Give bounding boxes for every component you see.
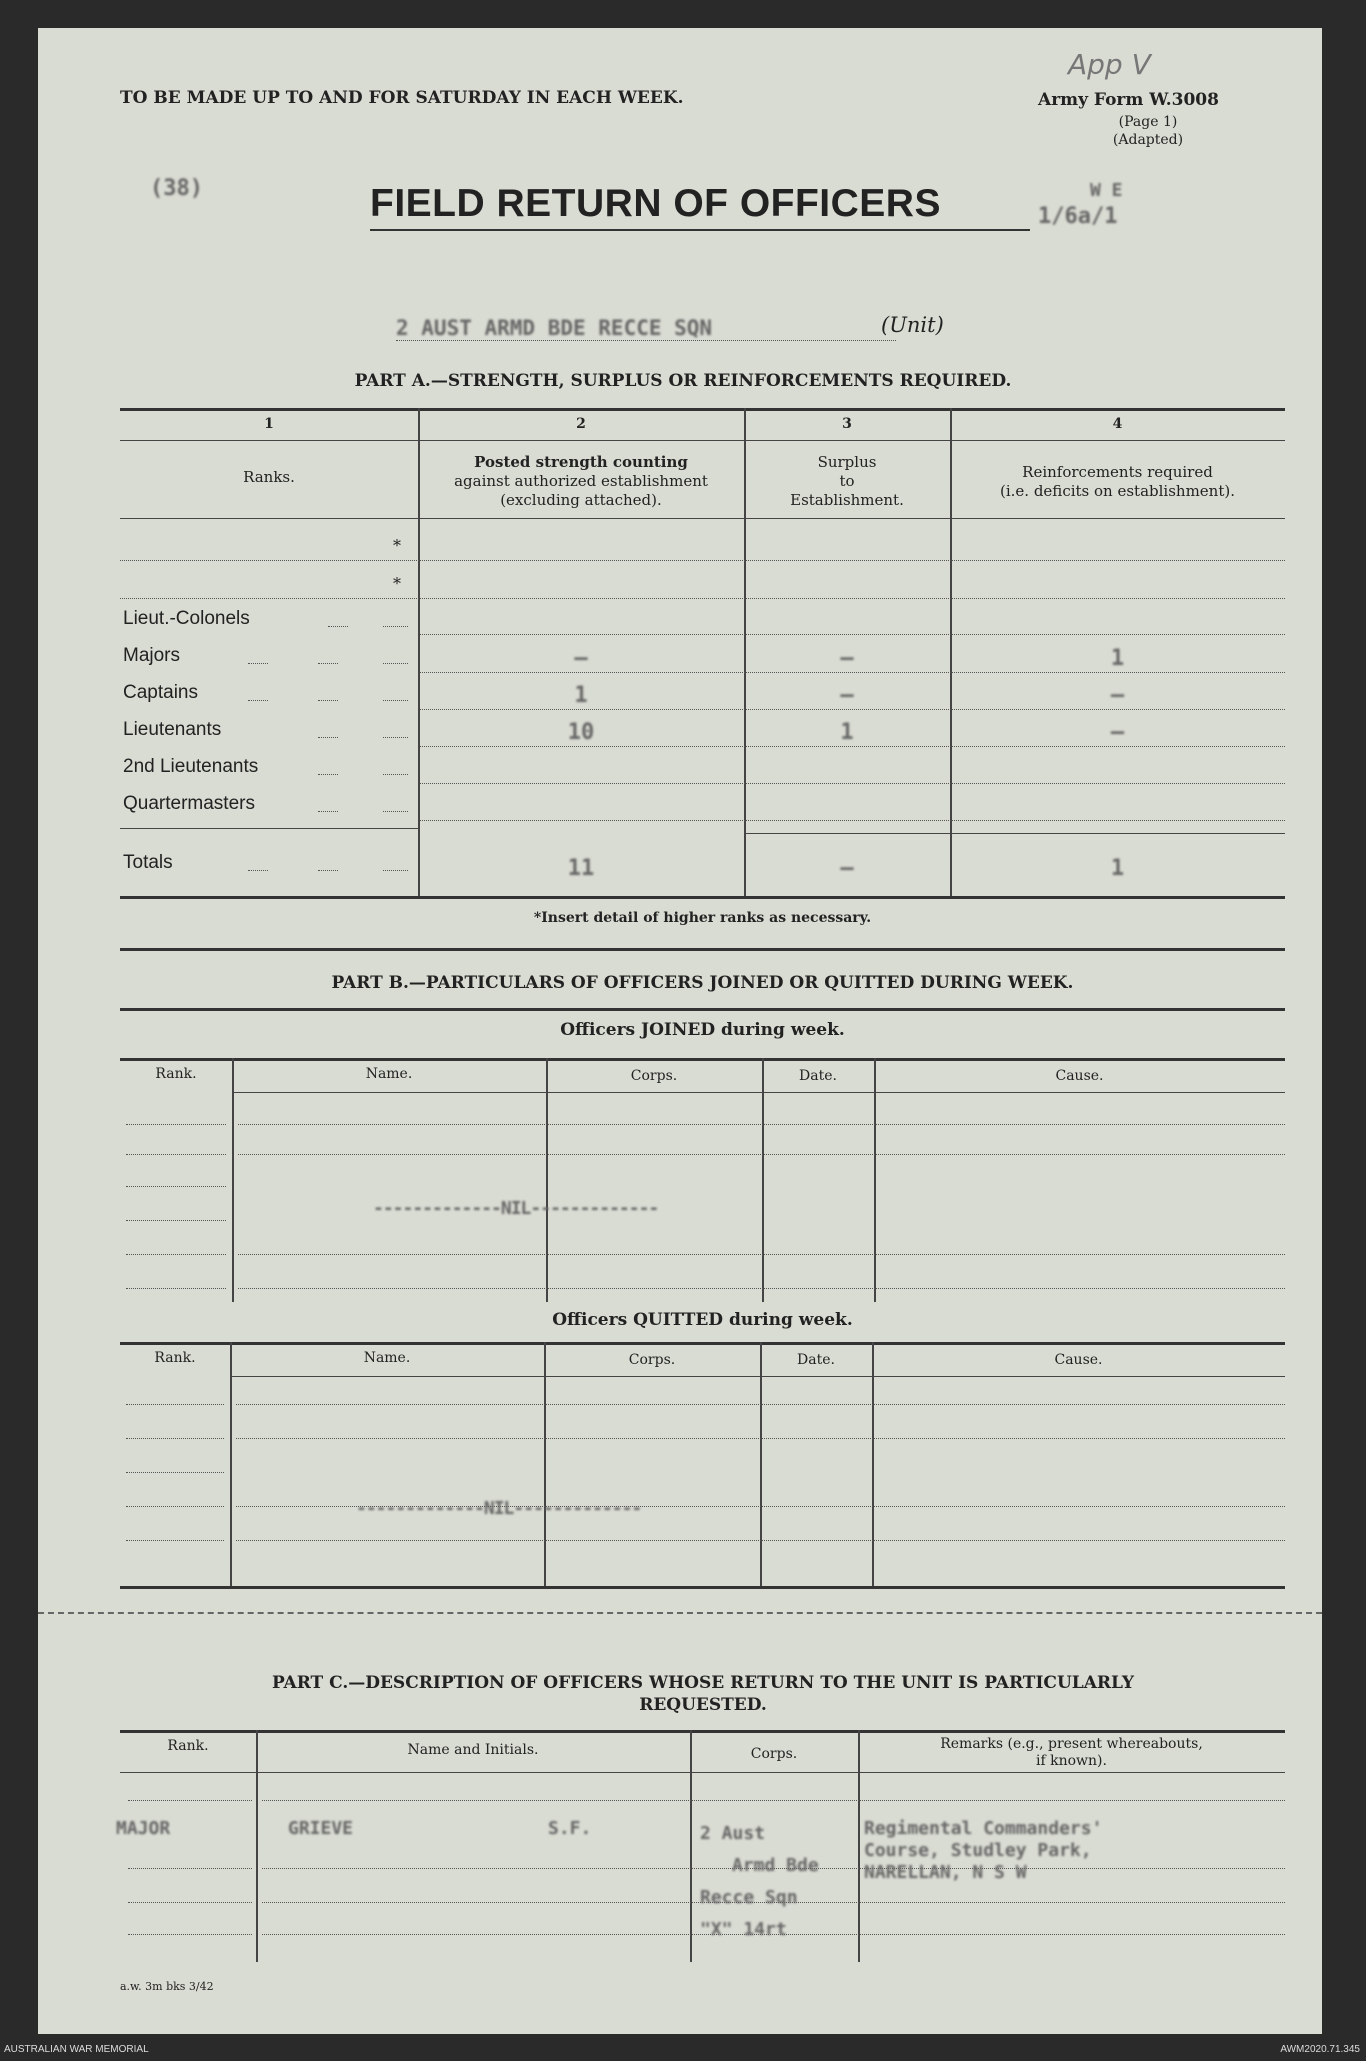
quitted-bottom-rule [120, 1586, 1285, 1589]
joined-col-divider-4 [874, 1058, 876, 1302]
form-paper [38, 28, 1322, 2034]
quitted-col-rank: Rank. [154, 1350, 196, 1366]
col-surplus-header [744, 453, 950, 510]
part-a-header-rule [120, 518, 1285, 519]
unit-name: 2 AUST ARMD BDE RECCE SQN [396, 316, 713, 340]
unit-dotted-line [396, 340, 896, 341]
rank-name: Captains [123, 682, 198, 703]
quitted-title: Officers QUITTED during week. [552, 1310, 853, 1330]
joined-nil-entry: -------------NIL------------- [373, 1198, 659, 1219]
part-b-heading-rule [120, 1008, 1285, 1011]
reinforcements-value: – [1110, 683, 1125, 708]
part-c-top-rule [120, 1730, 1285, 1733]
we-reference-2: 1/6a/1 [1038, 204, 1118, 229]
totals-reinforcements: 1 [1110, 856, 1125, 881]
leader-dots [383, 737, 408, 738]
col-surplus-line-1: Surplus [817, 453, 877, 471]
posted-value: 10 [567, 720, 595, 745]
row-rule [420, 783, 1285, 784]
rank-name: 2nd Lieutenants [123, 756, 259, 777]
col-ranks-header: Ranks. [243, 468, 295, 486]
leader-dots [318, 663, 338, 664]
joined-title: Officers JOINED during week. [560, 1020, 845, 1040]
quitted-header-rule [232, 1376, 1285, 1377]
quitted-col-divider-1 [230, 1342, 232, 1586]
page-number: (Page 1) [1118, 114, 1178, 130]
joined-col-name: Name. [365, 1066, 413, 1082]
print-code: a.w. 3m bks 3/42 [120, 1980, 214, 1993]
quitted-nil-entry: -------------NIL------------- [356, 1498, 642, 1519]
leader-dots [383, 774, 408, 775]
leader-dots [383, 870, 408, 871]
part-c-rank-dots [128, 1800, 252, 1801]
instruction-text: TO BE MADE UP TO AND FOR SATURDAY IN EACH WEEK. [120, 88, 684, 108]
joined-header-rule [234, 1092, 1285, 1093]
joined-col-cause: Cause. [1055, 1068, 1104, 1084]
leader-dots [383, 811, 408, 812]
joined-col-corps: Corps. [630, 1068, 678, 1084]
part-c-col-name: Name and Initials. [407, 1742, 539, 1758]
entry-remarks-line-3: NARELLAN, N S W [864, 1862, 1027, 1883]
quitted-col-corps: Corps. [628, 1352, 676, 1368]
col-reinforcements-header [950, 463, 1285, 501]
leader-dots [318, 737, 338, 738]
row-rule [420, 634, 1285, 635]
entry-corps-line-2: Armd Bde [732, 1855, 819, 1876]
col-reinf-line-1: Reinforcements required [1022, 463, 1213, 481]
leader-dots [383, 663, 408, 664]
part-c-col-remarks [858, 1736, 1285, 1770]
cut-line [38, 1612, 1322, 1614]
rank-name: Quartermasters [123, 793, 255, 814]
leader-dots [318, 811, 338, 812]
totals-surplus: – [840, 856, 854, 881]
part-c-header-rule [120, 1772, 1285, 1773]
totals-top-rule [744, 833, 1285, 834]
joined-top-rule [120, 1058, 1285, 1061]
joined-rank-dots [126, 1186, 226, 1187]
joined-rank-dots [126, 1288, 226, 1289]
col-number-1: 1 [264, 416, 274, 432]
entry-corps-line-4: "X" 14rt [700, 1919, 787, 1940]
part-c-heading-line-1: PART C.—DESCRIPTION OF OFFICERS WHOSE RETURN TO THE UNIT IS PARTICULARLY [271, 1673, 1135, 1693]
part-c-remarks-line-1: Remarks (e.g., present whereabouts, [940, 1736, 1203, 1752]
leader-dots [318, 870, 338, 871]
leader-dots [318, 774, 338, 775]
part-c-col-corps: Corps. [750, 1746, 798, 1762]
entry-rank: MAJOR [116, 1818, 171, 1839]
part-c-heading [148, 1672, 1258, 1716]
surplus-value: – [840, 683, 854, 708]
number-stamp: (38) [150, 176, 203, 201]
leader-dots [248, 870, 268, 871]
joined-col-divider-3 [762, 1058, 764, 1302]
surplus-value: 1 [840, 720, 854, 745]
part-c-rank-dots [128, 1868, 252, 1869]
quitted-row-rule [236, 1540, 1285, 1541]
reinforcements-value: 1 [1110, 646, 1125, 671]
posted-value: – [574, 646, 588, 671]
part-a-footnote: *Insert detail of higher ranks as necessary. [533, 910, 872, 926]
quitted-col-date: Date. [797, 1352, 835, 1368]
leader-dots [248, 663, 268, 664]
footer-archive-name: AUSTRALIAN WAR MEMORIAL [4, 2044, 149, 2055]
joined-row-rule [238, 1124, 1285, 1125]
star-marker-1: * [393, 536, 401, 555]
posted-value: 1 [574, 683, 588, 708]
part-a-bottom-rule [120, 896, 1285, 899]
joined-row-rule [238, 1154, 1285, 1155]
quitted-rank-dots [126, 1404, 224, 1405]
leader-dots [383, 700, 408, 701]
part-c-col-divider-1 [256, 1730, 258, 1962]
quitted-rank-dots [126, 1506, 224, 1507]
joined-rank-dots [126, 1220, 226, 1221]
part-c-row-rule [262, 1800, 1285, 1801]
col-posted-header [418, 453, 744, 510]
unit-label: (Unit) [881, 313, 944, 337]
entry-remarks-line-1: Regimental Commanders' [864, 1818, 1103, 1839]
entry-remarks [864, 1818, 1102, 1884]
entry-name: GRIEVE [288, 1818, 354, 1839]
entry-corps [700, 1818, 819, 1946]
row-rule [420, 746, 1285, 747]
entry-corps-line-1: 2 Aust [700, 1823, 766, 1844]
star-marker-2: * [393, 574, 401, 593]
leader-dots [328, 626, 348, 627]
quitted-col-cause: Cause. [1054, 1352, 1103, 1368]
page-title: FIELD RETURN OF OFFICERS [370, 182, 941, 225]
joined-col-rank: Rank. [155, 1066, 197, 1082]
part-c-heading-line-2: REQUESTED. [639, 1695, 767, 1715]
ranks-bottom-rule [120, 828, 418, 829]
footer-accession-number: AWM2020.71.345 [1280, 2044, 1360, 2055]
part-b-heading: PART B.—PARTICULARS OF OFFICERS JOINED OR QUITTED DURING WEEK. [331, 973, 1074, 993]
leader-dots [248, 700, 268, 701]
part-c-rank-dots [128, 1902, 252, 1903]
rank-name: Majors [123, 645, 181, 666]
quitted-rank-dots [126, 1472, 224, 1473]
quitted-col-divider-4 [872, 1342, 874, 1586]
col-number-3: 3 [842, 416, 852, 432]
totals-posted: 11 [567, 856, 595, 881]
col-posted-line-2: against authorized establishment [454, 472, 708, 490]
quitted-col-divider-2 [544, 1342, 546, 1586]
title-underline [370, 229, 1030, 231]
part-a-number-rule [120, 440, 1285, 441]
we-reference-1: W E [1090, 180, 1123, 201]
col-surplus-line-2: to [839, 472, 855, 490]
joined-rank-dots [126, 1124, 226, 1125]
entry-remarks-line-2: Course, Studley Park, [864, 1840, 1092, 1861]
row-rule [420, 820, 1285, 821]
quitted-rank-dots [126, 1540, 224, 1541]
col-posted-line-3: (excluding attached). [500, 491, 662, 509]
col-number-2: 2 [576, 416, 586, 432]
col-posted-line-1: Posted strength counting [474, 453, 688, 471]
rank-name: Lieutenants [123, 719, 222, 740]
joined-rank-dots [126, 1254, 226, 1255]
joined-row-rule [238, 1254, 1285, 1255]
joined-row-rule [238, 1288, 1285, 1289]
joined-col-date: Date. [799, 1068, 837, 1084]
joined-col-divider-1 [232, 1058, 234, 1302]
adapted-note: (Adapted) [1112, 132, 1184, 148]
part-c-col-rank: Rank. [167, 1738, 209, 1754]
row-rule [420, 709, 1285, 710]
quitted-rank-dots [126, 1438, 224, 1439]
leader-dots [383, 626, 408, 627]
part-c-rank-dots [128, 1934, 252, 1935]
quitted-top-rule [120, 1342, 1285, 1345]
row-rule-star-2 [120, 598, 1285, 599]
col-number-4: 4 [1112, 416, 1123, 432]
leader-dots [318, 700, 338, 701]
entry-initials: S.F. [548, 1818, 592, 1839]
quitted-row-rule [236, 1404, 1285, 1405]
form-number: Army Form W.3008 [1038, 90, 1219, 110]
row-rule-star-1 [120, 560, 1285, 561]
quitted-row-rule [236, 1438, 1285, 1439]
reinforcements-value: – [1110, 720, 1125, 745]
quitted-col-divider-3 [760, 1342, 762, 1586]
quitted-col-name: Name. [363, 1350, 411, 1366]
part-a-top-rule [120, 408, 1285, 411]
handwritten-appendix: App V [1068, 48, 1151, 81]
part-c-col-divider-2 [690, 1730, 692, 1962]
rank-name: Lieut.-Colonels [123, 608, 250, 629]
entry-corps-line-3: Recce Sqn [700, 1887, 798, 1908]
row-rule [420, 672, 1285, 673]
part-a-heading: PART A.—STRENGTH, SURPLUS OR REINFORCEMENTS REQUIRED. [354, 371, 1012, 391]
joined-rank-dots [126, 1154, 226, 1155]
part-c-remarks-line-2: if known). [1036, 1753, 1107, 1769]
col-surplus-line-3: Establishment. [790, 491, 904, 509]
part-b-top-rule [120, 948, 1285, 951]
joined-col-divider-2 [546, 1058, 548, 1302]
totals-label: Totals [123, 852, 173, 873]
surplus-value: – [840, 646, 854, 671]
col-reinf-line-2: (i.e. deficits on establishment). [1000, 482, 1235, 500]
